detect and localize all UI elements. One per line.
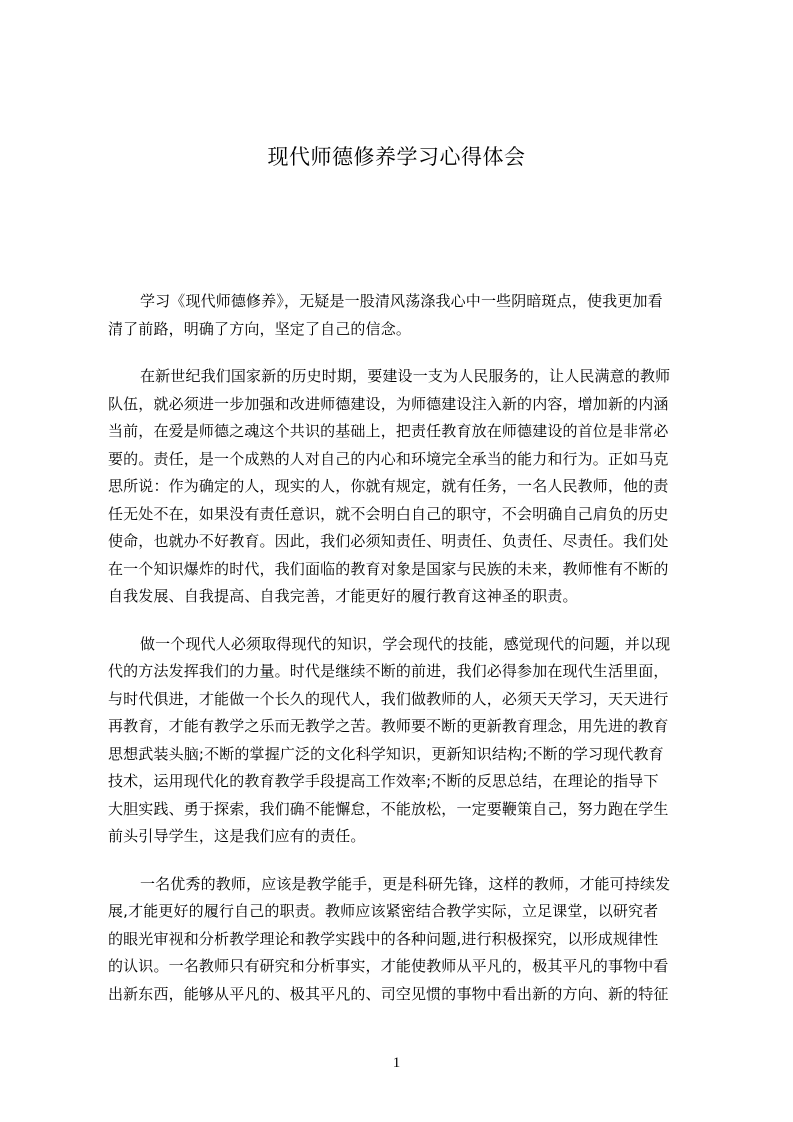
- paragraph-line: 在一个知识爆炸的时代，我们面临的教育对象是国家与民族的未来，教师惟有不断的: [108, 559, 669, 578]
- paragraph-line: 的眼光审视和分析教学理论和教学实践中的各种问题,进行积极探究，以形成规律性: [108, 929, 659, 948]
- paragraph-line: 自我发展、自我提高、自我完善，才能更好的履行教育这神圣的职责。: [108, 587, 578, 605]
- paragraph-line: 与时代俱进，才能做一个长久的现代人，我们做教师的人，必须天天学习，天天进行: [108, 689, 669, 708]
- page-number: 1: [392, 1055, 401, 1071]
- paragraph-line: 在新世纪我们国家新的历史时期，要建设一支为人民服务的，让人民满意的教师: [140, 367, 671, 385]
- paragraph-line: 思所说：作为确定的人，现实的人，你就有规定，就有任务，一名人民教师，他的责: [108, 477, 669, 495]
- paragraph-3: [108, 631, 700, 851]
- paragraph-line: 队伍，就必须进一步加强和改进师德建设，为师德建设注入新的内容，增加新的内涵: [108, 394, 669, 413]
- paragraph-line: 展,才能更好的履行自己的职责。教师应该紧密结合教学实际，立足课堂，以研究者: [108, 902, 659, 920]
- paragraph-line: 任无处不在，如果没有责任意识，就不会明白自己的职守，不会明确自己肩负的历史: [108, 504, 669, 523]
- paragraph-line: 的认识。一名教师只有研究和分析事实，才能使教师从平凡的，极其平凡的事物中看: [108, 957, 669, 975]
- paragraph-line: 清了前路，明确了方向，坚定了自己的信念。: [108, 319, 412, 338]
- paragraph-2: [108, 363, 700, 611]
- paragraph-line: 思想武装头脑;不断的掌握广泛的文化科学知识，更新知识结构;不断的学习现代教育: [108, 744, 664, 763]
- paragraph-line: 做一个现代人必须取得现代的知识，学会现代的技能，感觉现代的问题，并以现: [140, 634, 671, 653]
- paragraph-line: 一名优秀的教师，应该是教学能手，更是科研先锋，这样的教师，才能可持续发: [140, 874, 671, 893]
- paragraph-line: 大胆实践、勇于探索，我们确不能懈怠，不能放松，一定要鞭策自己，努力跑在学生: [108, 799, 669, 818]
- paragraph-line: 再教育，才能有教学之乐而无教学之苦。教师要不断的更新教育理念，用先进的教育: [108, 717, 669, 735]
- paragraph-line: 当前，在爱是师德之魂这个共识的基础上，把责任教育放在师德建设的首位是非常必: [108, 422, 669, 440]
- paragraph-line: 代的方法发挥我们的力量。时代是继续不断的前进，我们必得参加在现代生活里面，: [108, 662, 669, 680]
- paragraph-line: 技术，运用现代化的教育教学手段提高工作效率;不断的反思总结，在理论的指导下: [108, 772, 659, 790]
- document-title: 现代师德修养学习心得体会: [267, 145, 526, 169]
- paragraph-line: 出新东西，能够从平凡的、极其平凡的、司空见惯的事物中看出新的方向、新的特征: [108, 984, 669, 1003]
- paragraph-4: [108, 871, 700, 1009]
- document-body: [108, 288, 700, 1028]
- paragraph-line: 使命，也就办不好教育。因此，我们必须知责任、明责任、负责任、尽责任。我们处: [108, 532, 669, 550]
- paragraph-1: [108, 288, 700, 343]
- paragraph-line: 前头引导学生，这是我们应有的责任。: [108, 827, 366, 845]
- paragraph-line: 要的。责任，是一个成熟的人对自己的内心和环境完全承当的能力和行为。正如马克: [108, 449, 669, 468]
- paragraph-line: 学习《现代师德修养》，无疑是一股清风荡涤我心中一些阴暗斑点，使我更加看: [140, 292, 663, 310]
